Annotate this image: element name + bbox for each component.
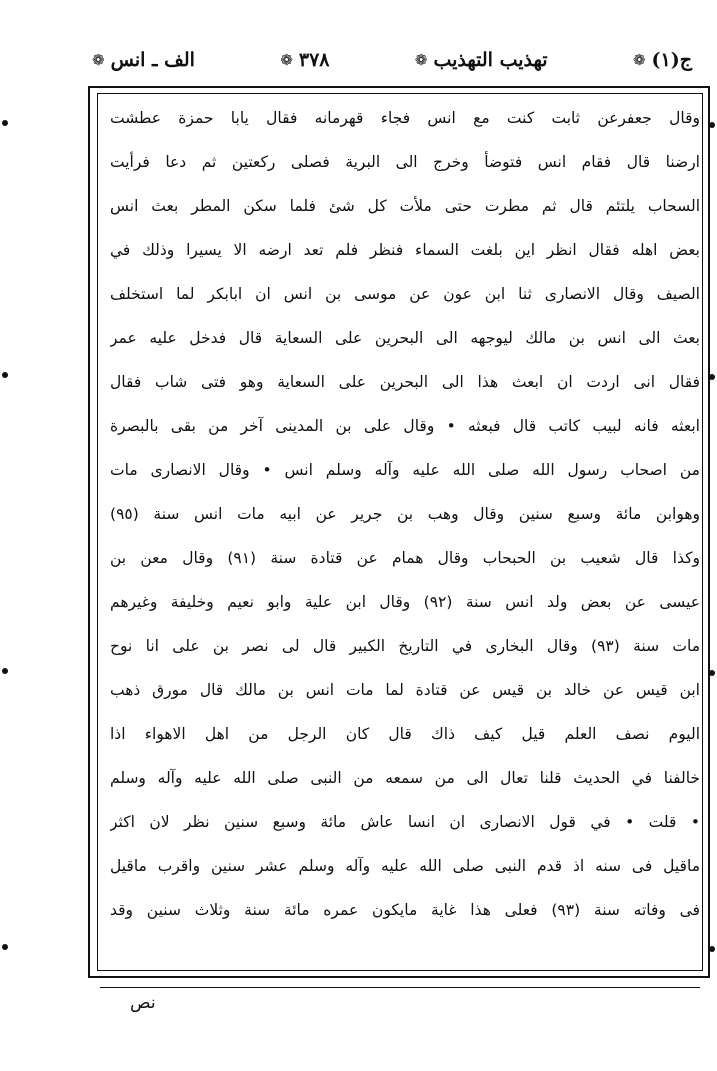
text-line: خالفنا في الحديث قلنا تعال الى من سمعه من النبى صلى الله عليه وآله وسلم bbox=[110, 769, 700, 787]
text-line: ارضنا قال فقام انس فتوضأ وخرج الى البرية فصلى ركعتين ثم دعا فرأيت bbox=[110, 153, 700, 171]
text-line: ابن قيس عن خالد بن قيس عن قتادة لما مات انس بن مالك قال مورق ذهب bbox=[110, 681, 700, 699]
header-volume-group bbox=[633, 49, 692, 71]
binding-hole-mark bbox=[2, 944, 8, 950]
header-section-group bbox=[92, 49, 195, 71]
text-line: بعث الى انس بن مالك ليوجهه الى البحرين على السعاية قال فدخل عليه عمر bbox=[110, 329, 700, 347]
text-line: اليوم نصف العلم قيل كيف ذاك قال كان الرجل من اهل الاهواء اذا bbox=[110, 725, 700, 743]
ornament-icon: ❁ bbox=[280, 51, 293, 69]
text-line: فقال انى اردت ان ابعث هذا الى البحرين على السعاية وهو فتى شاب فقال bbox=[110, 373, 700, 391]
header-book-title: تهذيب التهذيب bbox=[433, 49, 548, 71]
binding-hole-mark bbox=[2, 120, 8, 126]
text-line: من اصحاب رسول الله صلى الله عليه وآله وسلم انس • وقال الانصارى مات bbox=[110, 461, 700, 479]
text-line: السحاب يلتئم قال ثم مطرت حتى ملأت كل شئ فلما سكن المطر بعث انس bbox=[110, 197, 700, 215]
text-line: وكذا قال شعيب بن الحبحاب وقال همام عن قتادة سنة (٩١) وقال معن بن bbox=[110, 549, 700, 567]
text-line: مات سنة (٩٣) وقال البخارى في التاريخ الكبير قال لى نصر بن على انا نوح bbox=[110, 637, 700, 655]
binding-hole-mark bbox=[709, 670, 715, 676]
binding-hole-mark bbox=[709, 946, 715, 952]
binding-hole-mark bbox=[709, 122, 715, 128]
text-line: فى وفاته سنة (٩٣) فعلى هذا غاية مايكون عمره مائة سنة وثلاث سنين وقد bbox=[110, 901, 700, 919]
header-title-group bbox=[415, 49, 548, 71]
header-page-group bbox=[280, 49, 329, 71]
header-section: الف ـ انس bbox=[110, 49, 195, 71]
text-line: وهوابن مائة وسبع سنين وقال وهب بن جرير عن ابيه مات انس سنة (٩٥) bbox=[110, 505, 700, 523]
catchword: نص bbox=[130, 993, 156, 1013]
text-line: الصيف وقال الانصارى ثنا ابن عون عن موسى بن انس ان ابابكر لما استخلف bbox=[110, 285, 700, 303]
header-page-number: ٣٧٨ bbox=[298, 49, 330, 71]
ornament-icon: ❁ bbox=[92, 51, 105, 69]
body-text bbox=[110, 96, 700, 966]
text-line: ماقيل فى سنه اذ قدم النبى صلى الله عليه وآله وسلم عشر سنين واقرب ماقيل bbox=[110, 857, 700, 875]
text-line: وقال جعفرعن ثابت كنت مع انس فجاء قهرمانه فقال يابا حمزة عطشت bbox=[110, 109, 700, 127]
binding-hole-mark bbox=[709, 374, 715, 380]
text-line: • قلت • في قول الانصارى ان انسا عاش مائة وسبع سنين نظر لان اكثر bbox=[110, 813, 700, 831]
ornament-icon: ❁ bbox=[632, 51, 646, 69]
header-volume: ج(١) bbox=[651, 49, 692, 71]
text-line: ابعثه فانه لبيب كاتب قال فبعثه • وقال على بن المدينى آخر من بقى بالبصرة bbox=[110, 417, 700, 435]
text-line: عيسى عن بعض ولد انس سنة (٩٢) وقال ابن علية وابو نعيم وخليفة وغيرهم bbox=[110, 593, 700, 611]
text-line: بعض اهله فقال انظر اين بلغت السماء فنظر فلم تعد ارضه الا يسيرا وذلك في bbox=[110, 241, 700, 259]
binding-hole-mark bbox=[2, 668, 8, 674]
ornament-icon: ❁ bbox=[414, 51, 428, 69]
bottom-rule bbox=[100, 987, 700, 988]
running-header bbox=[92, 38, 692, 82]
binding-hole-mark bbox=[2, 372, 8, 378]
